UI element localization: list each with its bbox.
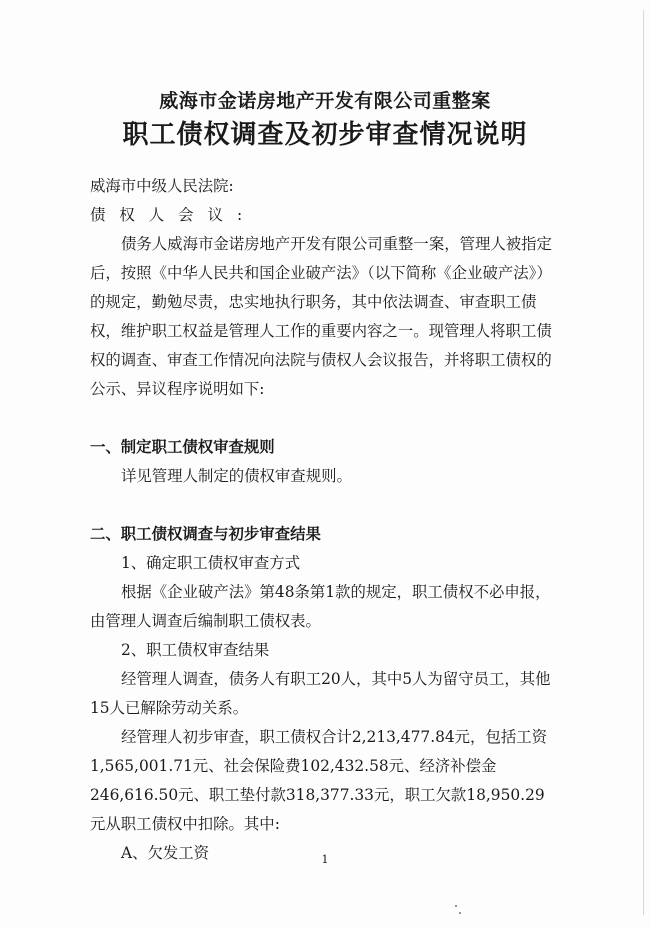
addressee-court: 威海市中级人民法院: [90,177,234,195]
spacer [90,491,560,520]
page-number: 1 [321,853,329,866]
sub2-heading: 2、职工债权审查结果 [121,641,270,659]
sub1-heading: 1、确定职工债权审查方式 [121,554,301,572]
document-title-line2: 职工债权调查及初步审查情况说明 [122,120,528,150]
section2-heading: 二、职工债权调查与初步审查结果 [90,525,321,543]
addressee-creditors-meeting: 债权人会议: [90,206,257,224]
document-body [90,172,560,868]
item-a: A、欠发工资 [121,844,210,862]
intro-paragraph: 债务人威海市金诺房地产开发有限公司重整一案，管理人被指定后，按照《中华人民共和国企业破产法》（以下简称《企业破产法》）的规定，勤勉尽责，忠实地执行职务，其中依法调查、审查职工债权，维护职工权益是管理人工作的重要内容之一。现管理人将职工债权的调查、审查工作情况向法院与债权人会议报告，并将职工债权的公示、异议程序说明如下: [90,235,552,398]
scan-speck [459,912,461,914]
section1-text: 详见管理人制定的债权审查规则。 [121,467,352,485]
sub2-text2: 经管理人初步审查，职工债权合计2,213,477.84元，包括工资1,565,001.71元、社会保险费102,432.58元、经济补偿金246,616.50元、职工垫付款318,377.33元，职工欠款18,950.29元从职工债权中扣除。其中: [90,728,548,833]
document-title-line1: 威海市金诺房地产开发有限公司重整案 [159,90,491,112]
sub1-text: 根据《企业破产法》第48条第1款的规定，职工债权不必申报，由管理人调查后编制职工债权表。 [90,583,551,630]
section1-heading: 一、制定职工债权审查规则 [90,438,275,456]
scan-speck [455,905,457,907]
sub2-text1: 经管理人调查，债务人有职工20人，其中5人为留守员工，其他15人已解除劳动关系。 [90,670,551,717]
spacer [90,404,560,433]
